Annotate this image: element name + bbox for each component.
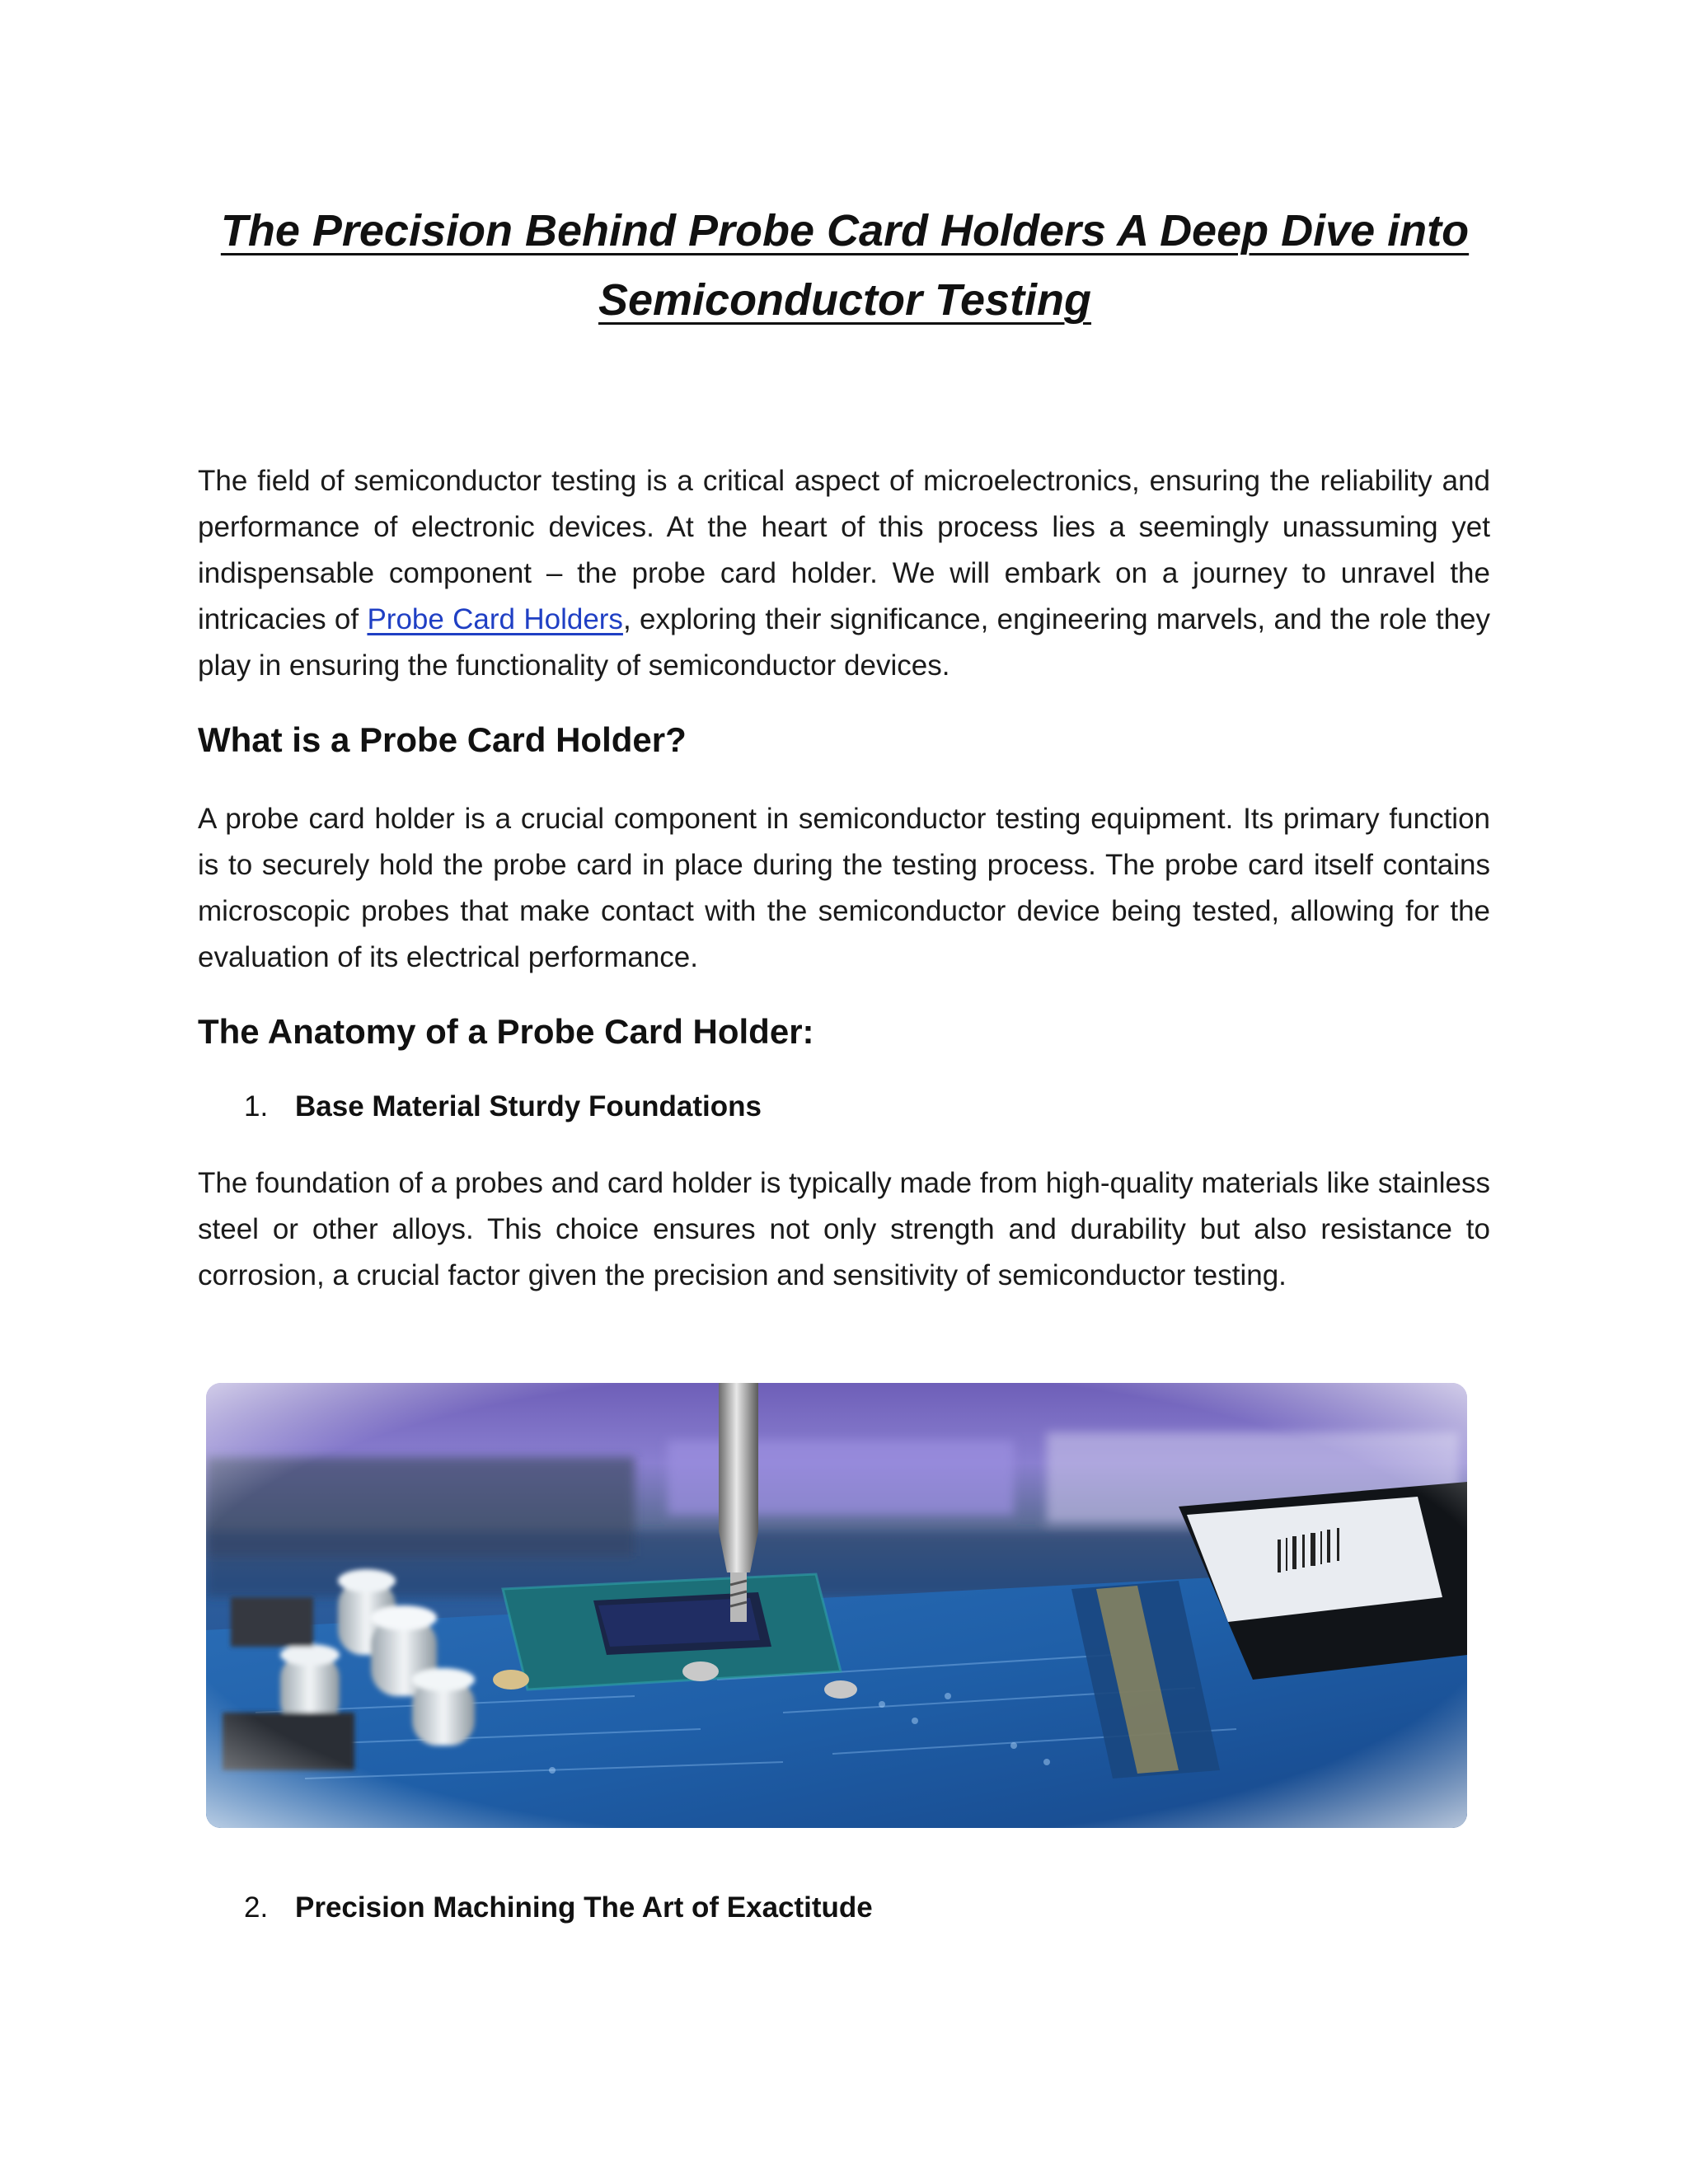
intro-paragraph: [198, 458, 1490, 689]
intro-text-after: , exploring their significance, engineering marvels, and the role they play in ensuring the functionality of semiconductor devices.: [198, 603, 1490, 682]
section-heading-anatomy: The Anatomy of a Probe Card Holder:: [198, 1012, 814, 1051]
list-label: Precision Machining The Art of Exactitude: [295, 1891, 873, 1924]
list-number: 2.: [244, 1891, 269, 1924]
section-heading-what-is: What is a Probe Card Holder?: [198, 720, 687, 759]
list-number: 1.: [244, 1090, 269, 1122]
definition-paragraph: A probe card holder is a crucial component in semiconductor testing equipment. Its primary function is to securely hold the probe card in place during the testing process. The probe card itself contains microscopic probes that make contact with the semiconductor device being tested, allowing for the evaluation of its electrical performance.: [198, 803, 1490, 973]
document-title: The Precision Behind Probe Card Holders A Deep Dive into Semiconductor Testing: [220, 206, 1470, 325]
circuit-board-illustration: [206, 1383, 1467, 1828]
list-item-base-material: [244, 1086, 762, 1127]
list-label: Base Material Sturdy Foundations: [295, 1090, 762, 1122]
list-item-precision-machining: [244, 1887, 873, 1929]
probe-card-holders-link[interactable]: Probe Card Holders: [367, 603, 623, 635]
intro-text-before: The field of semiconductor testing is a critical aspect of microelectronics, ensuring the reliability and performance of electronic devices. At the heart of this process lies a seemingly unassuming yet indispensable component – the probe card holder. We will embark on a journey to unravel the intricacies of: [198, 465, 1490, 635]
circuit-board-photo: [206, 1383, 1467, 1828]
base-material-paragraph: The foundation of a probes and card holder is typically made from high-quality materials like stainless steel or other alloys. This choice ensures not only strength and durability but also resistance to corrosion, a crucial factor given the precision and sensitivity of semiconductor testing.: [198, 1167, 1490, 1291]
